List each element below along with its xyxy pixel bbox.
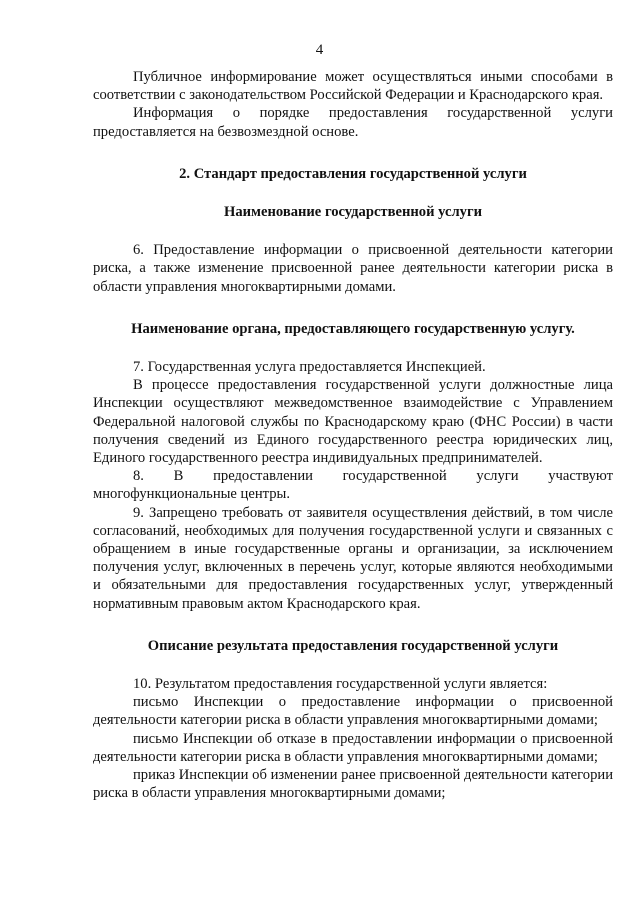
paragraph-public-informing: Публичное информирование может осуществляться иными способами в соответствии с законодательством Российской Федерации и Краснодарского края. [93,69,613,104]
document-body [93,68,613,803]
item-6: 6. Предоставление информации о присвоенной деятельности категории риска, а также изменение присвоенной ранее деятельности категории риска в области управления многоквартирными домами. [93,242,613,295]
paragraph-free-of-charge: Информация о порядке предоставления государственной услуги предоставляется на безвозмездной основе. [93,105,613,140]
item-7: 7. Государственная услуга предоставляется Инспекцией. [133,359,486,376]
heading-result-description: Описание результата предоставления государственной услуги [147,637,559,654]
result-order-change: приказ Инспекции об изменении ранее присвоенной деятельности категории риска в области управления многоквартирными домами; [93,767,613,802]
item-8: 8. В предоставлении государственной услуги участвуют многофункциональные центры. [93,468,613,503]
page-number: 4 [315,42,324,58]
result-letter-refusal: письмо Инспекции об отказе в предоставлении информации о присвоенной деятельности категории риска в области управления многоквартирными домами; [93,730,613,765]
item-10: 10. Результатом предоставления государственной услуги является: [133,676,548,693]
item-9: 9. Запрещено требовать от заявителя осуществления действий, в том числе согласований, необходимых для получения государственной услуги и связанных с обращением в иные государственные органы и организации, за исключением получения услуг, включенных в перечень услуг, которые являются необходимыми и обязательными для предоставления государственных услуг, утвержденный нормативным правовым актом Краснодарского края. [93,504,613,612]
heading-providing-organ: Наименование органа, предоставляющего государственную услугу. [131,320,575,337]
section-title-standard: 2. Стандарт предоставления государственной услуги [179,165,527,182]
heading-service-name: Наименование государственной услуги [224,204,482,221]
item-7-paragraph: В процессе предоставления государственной услуги должностные лица Инспекции осуществляют межведомственное взаимодействие с Управлением Федеральной налоговой службы по Краснодарскому краю (ФНС России) в части получения сведений из Единого государственного реестра юридических лиц, Единого государственного реестра индивидуальных предпринимателей. [93,377,613,467]
result-letter-provision: письмо Инспекции о предоставление информации о присвоенной деятельности категории риска в области управления многоквартирными домами; [93,694,613,729]
